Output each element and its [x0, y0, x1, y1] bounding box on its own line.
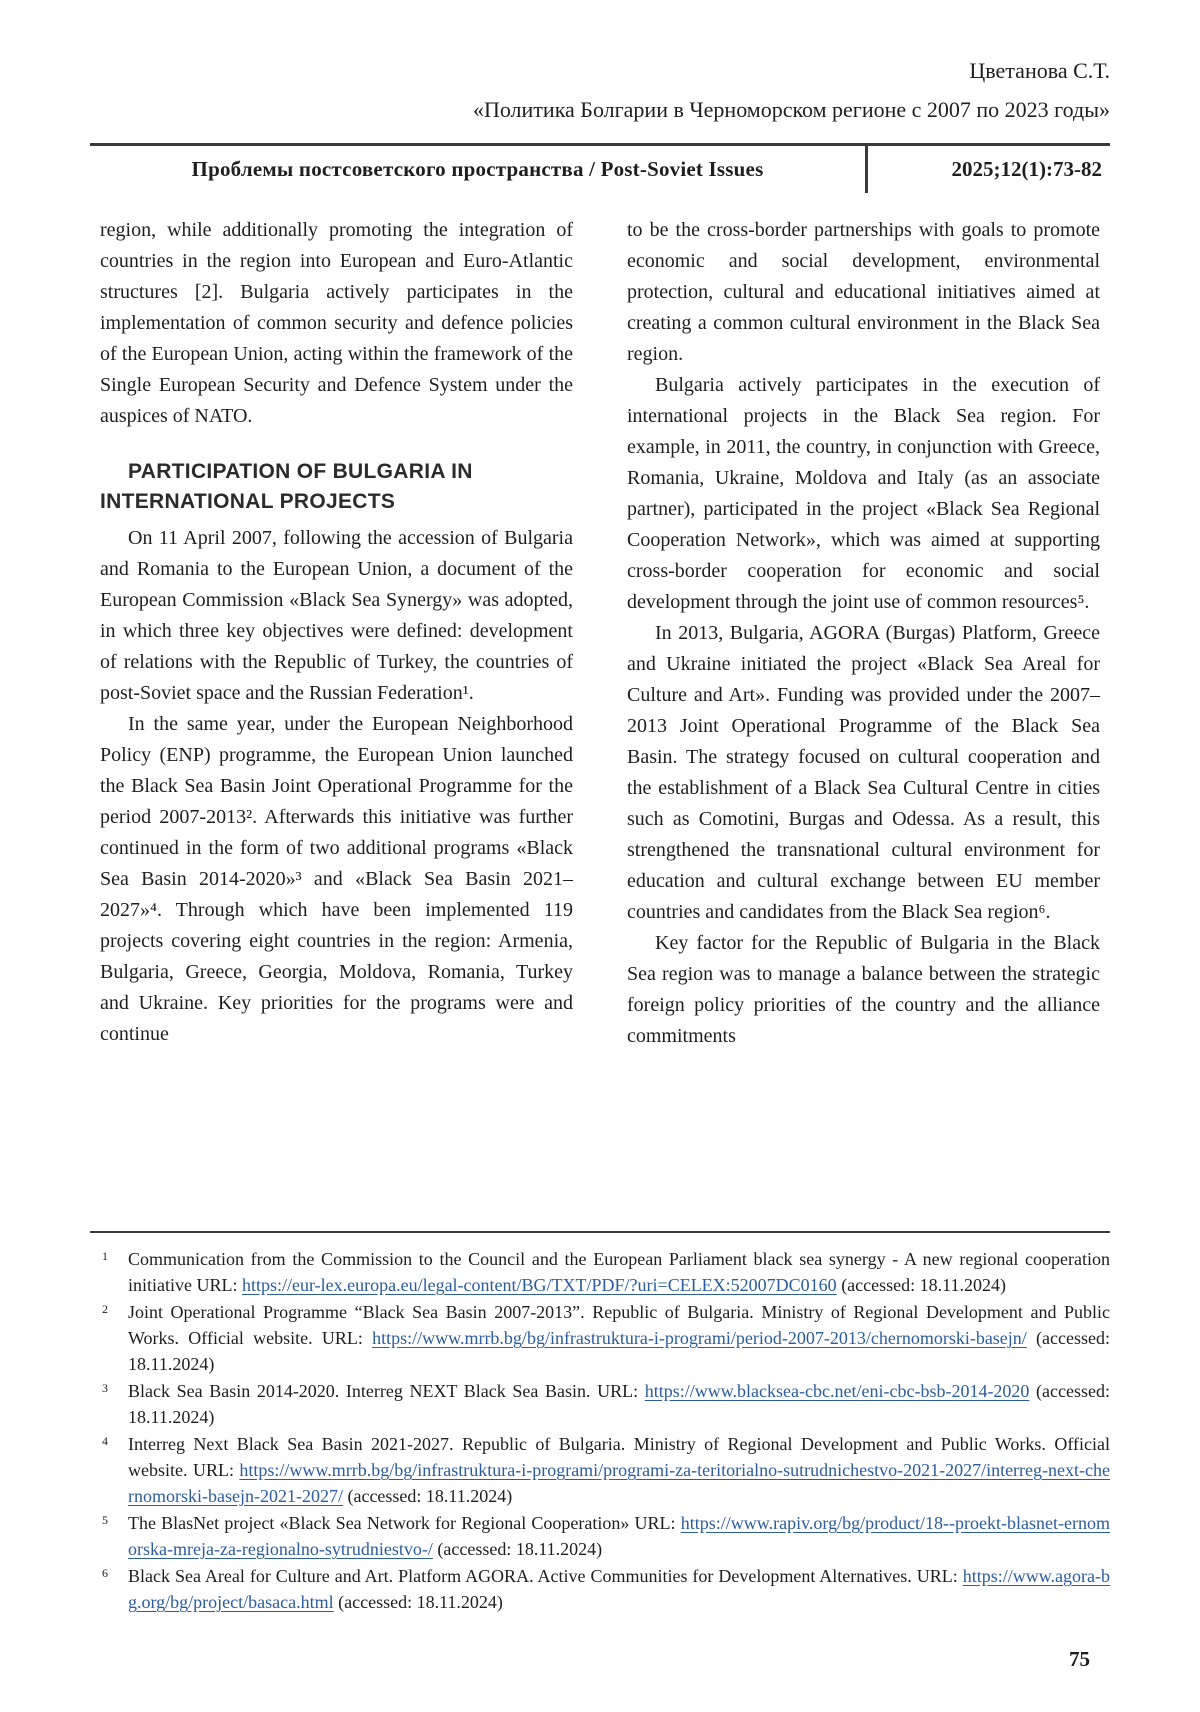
footnote-link[interactable]: https://eur-lex.europa.eu/legal-content/BG/TXT/PDF/?uri=CELEX:52007DC0160 — [242, 1275, 837, 1295]
paragraph: to be the cross-border partnerships with goals to promote economic and social development, environmental protection, cultural and educational initiatives aimed at creating a common cultural environment in the Black Sea region. — [627, 219, 1100, 365]
footnote-marker: 3 — [102, 1381, 108, 1395]
paragraph: In the same year, under the European Neighborhood Policy (ENP) programme, the European Union launched the Black Sea Basin Joint Operational Programme for the period 2007-2013². Afterwards this initiative was further continued in the form of two additional programs «Black Sea Basin 2014-2020»³ and «Black Sea Basin 2021–2027»⁴. Through which have been implemented 119 projects covering eight countries in the region: Armenia, Bulgaria, Greece, Georgia, Moldova, Romania, Turkey and Ukraine. Key priorities for the programs were and continue — [100, 713, 573, 1045]
footnote-marker: 1 — [102, 1249, 108, 1263]
footnote-link[interactable]: https://www.rapiv.org/bg/product/18--proekt-blasnet-ernomorska-mreja-za-regionalno-sytrudniestvo-/ — [128, 1513, 1110, 1559]
right-column — [627, 215, 1100, 1231]
footnote-link[interactable]: https://www.mrrb.bg/bg/infrastruktura-i-programi/programi-za-teritorialno-sutrudnichestvo-2021-2027/interreg-next-chernomorski-basejn-2021-2027/ — [128, 1460, 1110, 1506]
footnote-accessed: (accessed: 18.11.2024) — [342, 1486, 513, 1506]
paragraph: On 11 April 2007, following the accession of Bulgaria and Romania to the European Union, a document of the European Commission «Black Sea Synergy» was adopted, in which three key objectives were defined: development of relations with the Republic of Turkey, the countries of post-Soviet space and the Russian Federation¹. — [100, 527, 573, 704]
left-column — [100, 215, 573, 1231]
footnote-accessed: (accessed: 18.11.2024) — [432, 1539, 603, 1559]
footnote-text: Black Sea Basin 2014-2020. Interreg NEXT Black Sea Basin. URL: — [128, 1381, 645, 1401]
footnote-text: Black Sea Areal for Culture and Art. Platform AGORA. Active Communities for Development Alternatives. URL: — [128, 1566, 963, 1586]
author-name: Цветанова С.Т. — [969, 58, 1110, 83]
footnote-link[interactable]: https://www.mrrb.bg/bg/infrastruktura-i-programi/period-2007-2013/chernomorski-basejn/ — [372, 1328, 1027, 1348]
footnote-item — [90, 1299, 1110, 1377]
section-heading: PARTICIPATION OF BULGARIA IN INTERNATIONAL PROJECTS — [100, 460, 473, 513]
paragraph: In 2013, Bulgaria, AGORA (Burgas) Platform, Greece and Ukraine initiated the project «Black Sea Areal for Culture and Art». Funding was provided under the 2007–2013 Joint Operational Programme of the Black Sea Basin. The strategy focused on cultural cooperation and the establishment of a Black Sea Cultural Centre in cities such as Comotini, Burgas and Odessa. As a result, this strengthened the transnational cultural environment for education and cultural exchange between EU member countries and candidates from the Black Sea region⁶. — [627, 622, 1100, 923]
footnote-marker: 5 — [102, 1513, 108, 1527]
article-title: «Политика Болгарии в Черноморском регионе с 2007 по 2023 годы» — [472, 97, 1110, 122]
footnote-accessed: (accessed: 18.11.2024) — [836, 1275, 1006, 1295]
footnote-item — [90, 1378, 1110, 1430]
article-body — [90, 215, 1110, 1231]
footnote-item — [90, 1246, 1110, 1298]
footnote-accessed: (accessed: 18.11.2024) — [333, 1592, 503, 1612]
footnote-item — [90, 1431, 1110, 1509]
page-number: 75 — [1069, 1647, 1090, 1671]
journal-citation: 2025;12(1):73-82 — [951, 157, 1102, 181]
footnote-marker: 6 — [102, 1566, 108, 1580]
footnote-item — [90, 1510, 1110, 1562]
footnote-text: Joint Operational Programme “Black Sea Basin 2007-2013”. Republic of Bulgaria. Ministry of Regional Development and Public Works. Official website. URL: — [128, 1302, 1110, 1348]
footnote-item — [90, 1563, 1110, 1615]
paragraph: region, while additionally promoting the integration of countries in the region into European and Euro-Atlantic structures [2]. Bulgaria actively participates in the implementation of common security and defence policies of the European Union, acting within the framework of the Single European Security and Defence System under the auspices of NATO. — [100, 219, 573, 427]
paragraph: Bulgaria actively participates in the execution of international projects in the Black Sea region. For example, in 2011, the country, in conjunction with Greece, Romania, Ukraine, Moldova and Italy (as an associate partner), participated in the project «Black Sea Regional Cooperation Network», which was aimed at supporting cross-border cooperation for economic and social development through the joint use of common resources⁵. — [627, 374, 1100, 613]
footnote-text: The BlasNet project «Black Sea Network for Regional Cooperation» URL: — [128, 1513, 681, 1533]
journal-name: Проблемы постсоветского пространства / Post-Soviet Issues — [191, 157, 764, 181]
footnote-accessed: (accessed: 18.11.2024) — [128, 1328, 1110, 1374]
footnote-marker: 4 — [102, 1434, 108, 1448]
running-head — [90, 54, 1110, 126]
paragraph: Key factor for the Republic of Bulgaria in the Black Sea region was to manage a balance between the strategic foreign policy priorities of the country and the alliance commitments — [627, 932, 1100, 1047]
journal-bar — [90, 146, 1110, 193]
footnotes-section — [90, 1233, 1110, 1615]
footnote-accessed: (accessed: 18.11.2024) — [128, 1381, 1111, 1427]
footnote-link[interactable]: https://www.agora-bg.org/bg/project/basaca.html — [128, 1566, 1110, 1612]
footnote-text: Interreg Next Black Sea Basin 2021-2027. Republic of Bulgaria. Ministry of Regional Development and Public Works. Official website. URL: — [128, 1434, 1110, 1480]
footnote-link[interactable]: https://www.blacksea-cbc.net/eni-cbc-bsb-2014-2020 — [644, 1381, 1030, 1401]
footnote-marker: 2 — [102, 1302, 108, 1316]
footnote-text: Communication from the Commission to the Council and the European Parliament black sea synergy - A new regional cooperation initiative URL: — [128, 1249, 1110, 1295]
